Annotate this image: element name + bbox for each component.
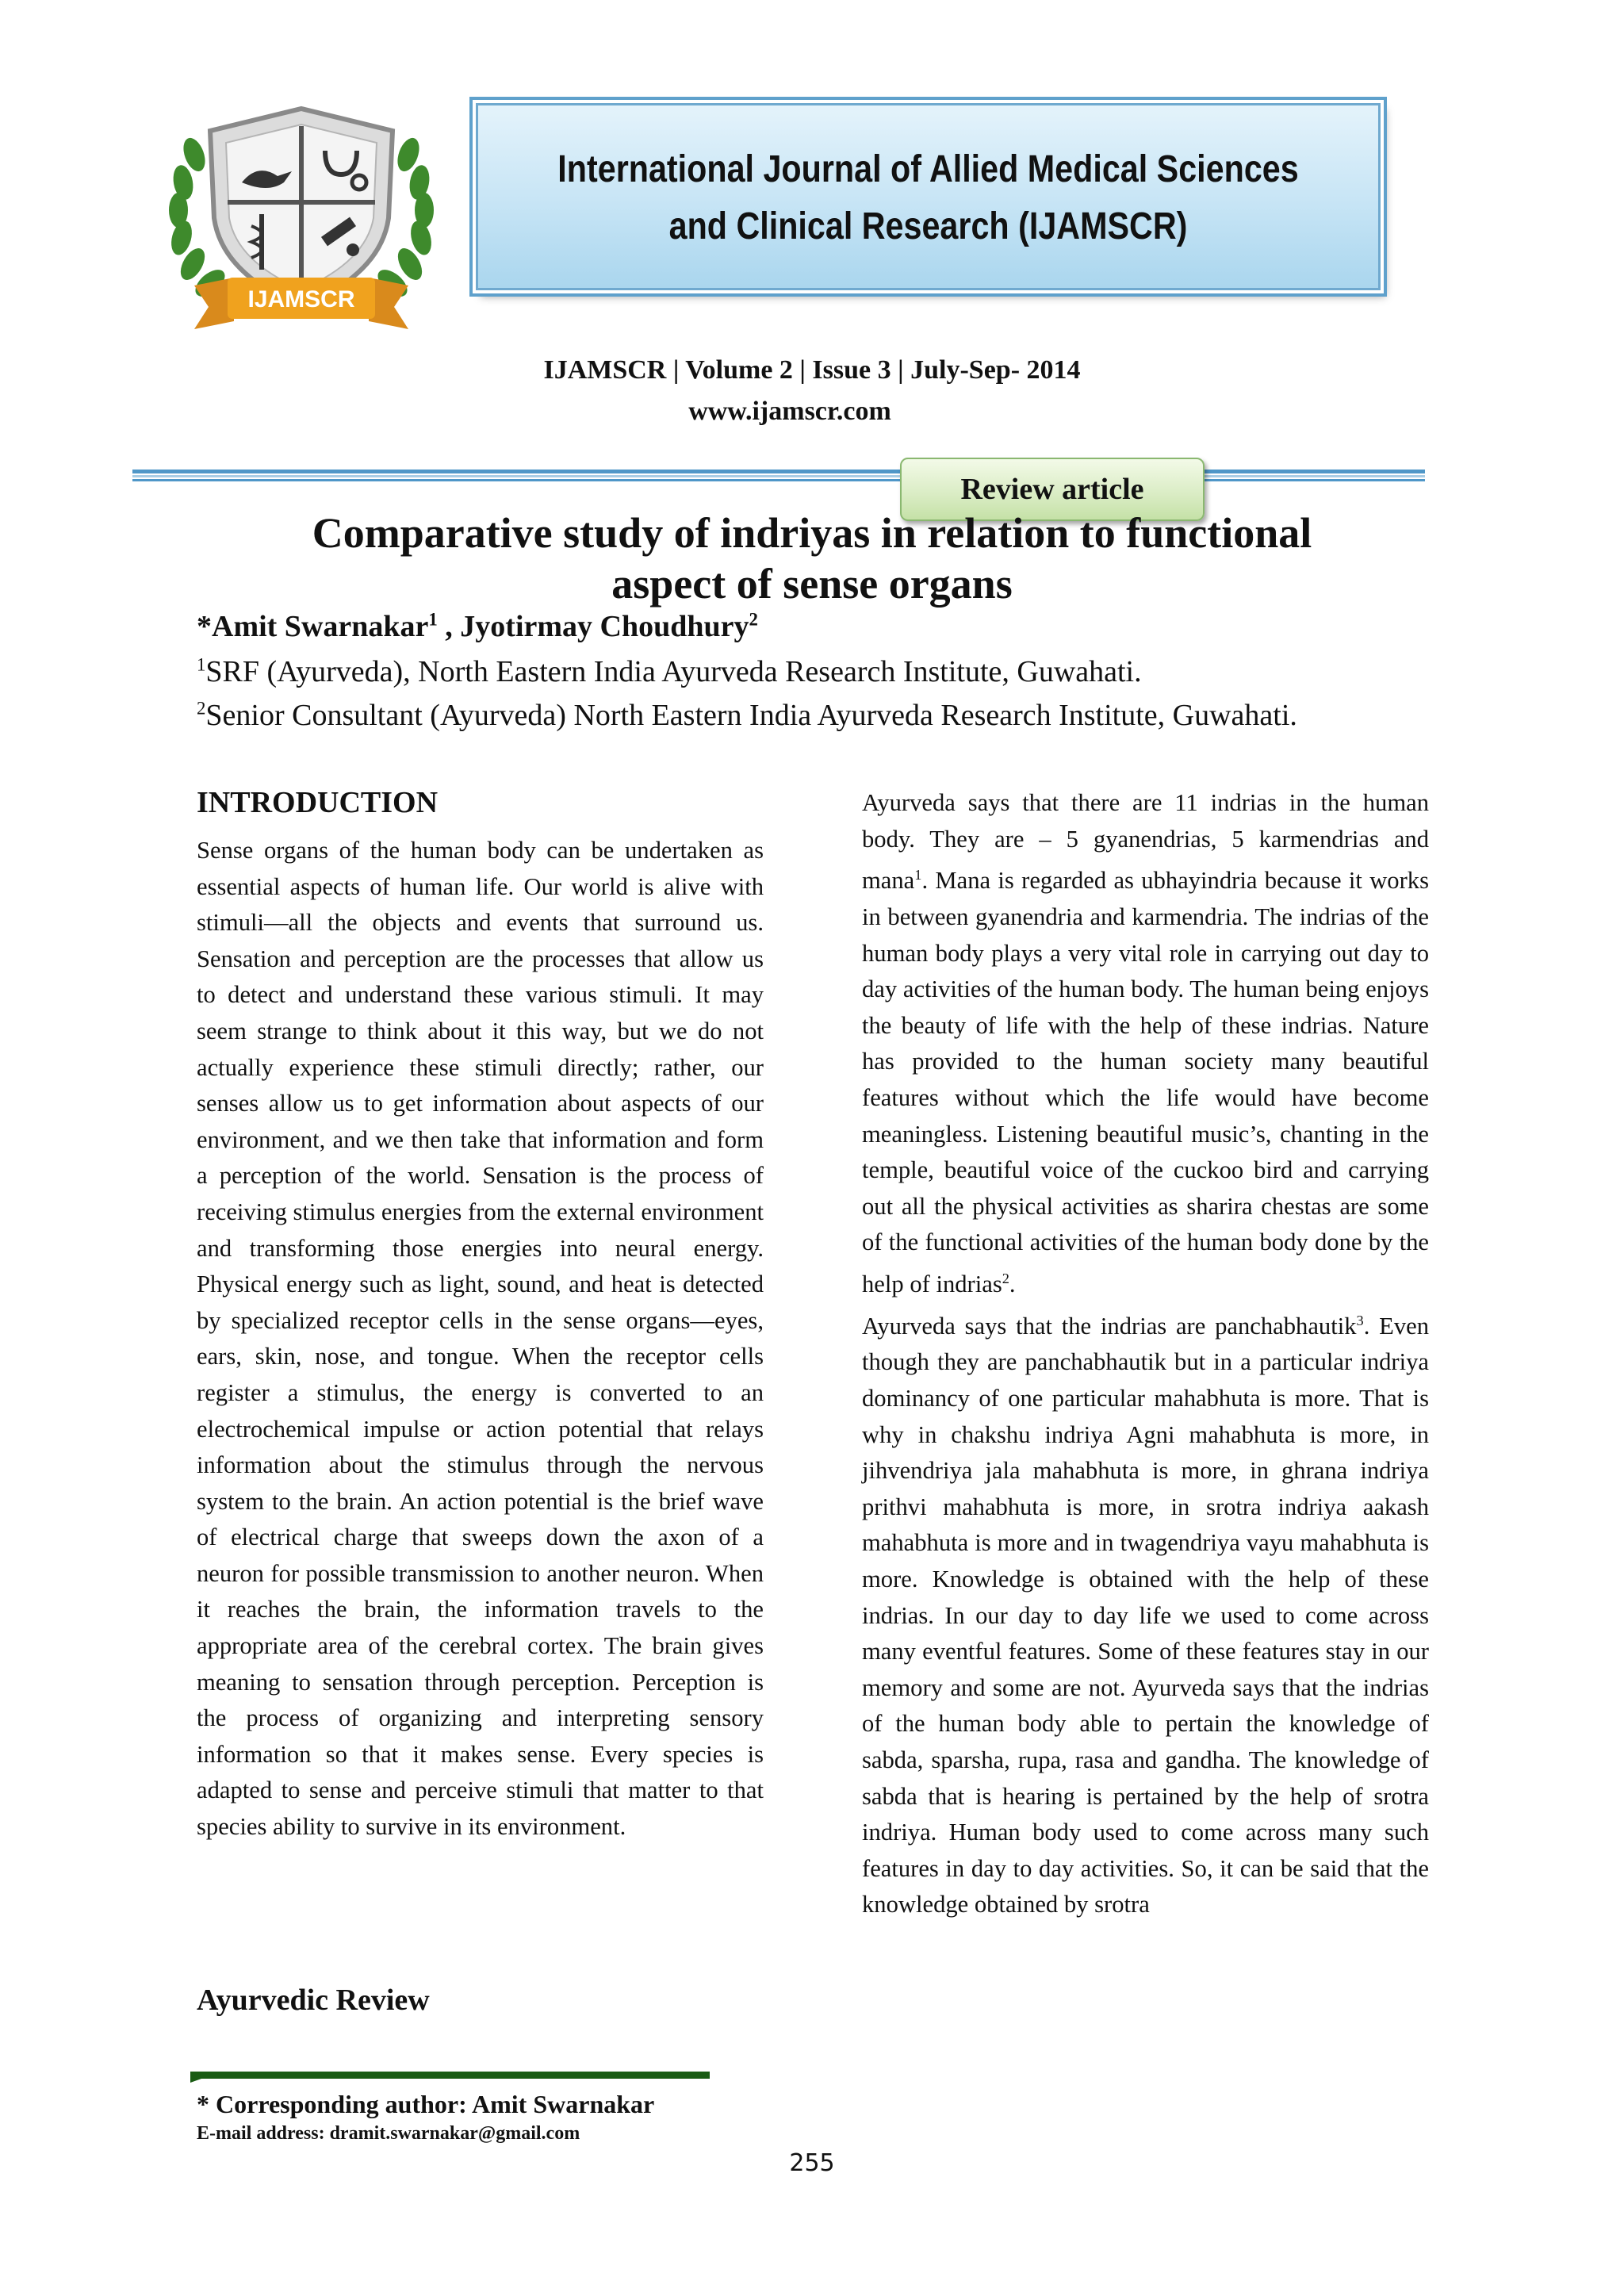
section-heading-introduction: INTRODUCTION bbox=[197, 786, 439, 819]
p2-text-a: Ayurveda says that the indrias are panchabhautik bbox=[862, 1312, 1357, 1340]
title-line1: Comparative study of indriyas in relation to functional bbox=[312, 509, 1312, 557]
section-heading-ayurvedic-review: Ayurvedic Review bbox=[197, 1984, 430, 2017]
p1-text-a: Ayurveda says that there are 11 indrias in the human body. They are – 5 gyanendrias, 5 karmendrias and mana bbox=[862, 789, 1429, 895]
article-type-badge: Review article bbox=[900, 458, 1205, 521]
affiliation-1-marker: 1 bbox=[197, 654, 206, 675]
introduction-paragraph: Sense organs of the human body can be undertaken as essential aspects of human life. Our world is alive with stimuli—all the objects and events that surround us. Sensation and perception are the processes that allow us to detect and understand these various stimuli. It may seem strange to think about it this way, but we do not actually experience these stimuli directly; rather, our senses allow us to get information about aspects of our environment, and we then take that information and form a perception of the world. Sensation is the process of receiving stimulus energies from the external environment and transforming those energies into neural energy. Physical energy such as light, sound, and heat is detected by specialized receptor cells in the sense organs—eyes, ears, skin, nose, and tongue. When the receptor cells register a stimulus, the energy is converted to an electrochemical impulse or action potential that relays information about the stimulus through the nervous system to the brain. An action potential is the brief wave of electrical charge that sweeps down the axon of a neuron for possible transmission to another neuron. When it reaches the brain, the information travels to the appropriate area of the cerebral cortex. The brain gives meaning to sensation through perception. Perception is the process of organizing and interpreting sensory information so that it makes sense. Every species is adapted to sense and perceive stimuli that matter to that species ability to survive in its environment. bbox=[197, 837, 764, 1841]
affiliation-2-marker: 2 bbox=[197, 698, 206, 719]
author-2-affiliation: 2 bbox=[749, 609, 758, 630]
article-title bbox=[0, 508, 1624, 609]
page-number: 255 bbox=[789, 2149, 835, 2177]
affiliation-2 bbox=[197, 698, 1297, 733]
corresponding-author: * Corresponding author: Amit Swarnakar bbox=[197, 2090, 655, 2118]
introduction-body bbox=[197, 833, 764, 1846]
header-divider bbox=[132, 470, 1425, 482]
journal-name-line1: International Journal of Allied Medical Sciences bbox=[557, 148, 1299, 190]
affiliation-1 bbox=[197, 654, 1142, 689]
logo-text: IJAMSCR bbox=[247, 286, 355, 312]
issue-line: IJAMSCR | Volume 2 | Issue 3 | July-Sep- 2014 bbox=[543, 355, 1081, 385]
affiliation-2-text: Senior Consultant (Ayurveda) North Eastern India Ayurveda Research Institute, Guwahati. bbox=[205, 699, 1297, 732]
email-label: E-mail address bbox=[197, 2123, 319, 2144]
website-link[interactable]: www.ijamscr.com bbox=[688, 397, 891, 426]
title-line2: aspect of sense organs bbox=[611, 560, 1013, 608]
affiliation-1-text: SRF (Ayurveda), North Eastern India Ayurveda Research Institute, Guwahati. bbox=[205, 655, 1142, 688]
journal-name-line2: and Clinical Research (IJAMSCR) bbox=[668, 205, 1188, 247]
author-email bbox=[197, 2123, 580, 2145]
right-paragraph-1 bbox=[862, 785, 1429, 1303]
right-column-body bbox=[862, 785, 1429, 1923]
author-2: Jyotirmay Choudhury bbox=[460, 610, 749, 643]
p1-text-b: . Mana is regarded as ubhayindria because it works in between gyanendria and karmendria. The indrias of the human body plays a very vital role in carrying out day to day activities of the human body. The human being enjoys the beauty of life with the help of these indrias. Nature has provided to the human society many beautiful features without which the life would have become meaningless. Listening beautiful music’s, chanting in the temple, beautiful voice of the cuckoo bird and carrying out all the physical activities as sharira chestas are some of the functional activities of the human body done by the help of indrias bbox=[862, 867, 1429, 1298]
author-1-affiliation: 1 bbox=[428, 609, 438, 630]
footnote-rule bbox=[190, 2072, 710, 2083]
citation-1: 1 bbox=[914, 867, 922, 884]
journal-logo bbox=[163, 99, 440, 337]
email-separator: : bbox=[318, 2123, 330, 2144]
author-list bbox=[197, 609, 758, 644]
author-1: *Amit Swarnakar bbox=[197, 610, 429, 643]
email-link[interactable]: dramit.swarnakar@gmail.com bbox=[329, 2123, 580, 2144]
journal-banner bbox=[476, 103, 1381, 290]
p2-text-b: . Even though they are panchabhautik but in a particular indriya dominancy of one particular mahabhuta is more. That is why in chakshu indriya Agni mahabhuta is more, in jihvendriya jala mahabhuta is more, in ghrana indriya prithvi mahabhuta is more, in srotra indriya aakash mahabhuta is more and in twagendriya vayu mahabhuta is more. Knowledge is obtained with the help of these indrias. In our day to day life we used to come across many eventful features. Some of these features stay in our memory and some are not. Ayurveda says that the indrias of the human body able to pertain the knowledge of sabda, sparsha, rupa, rasa and gandha. The knowledge of sabda that is hearing is pertained by the help of srotra indriya. Human body used to come across many such features in day to day activities. So, it can be said that the knowledge obtained by srotra bbox=[862, 1312, 1429, 1918]
author-separator: , bbox=[437, 610, 461, 643]
citation-2: 2 bbox=[1002, 1270, 1009, 1286]
journal-website bbox=[0, 397, 1624, 427]
right-paragraph-2 bbox=[862, 1303, 1429, 1923]
citation-3: 3 bbox=[1356, 1312, 1364, 1328]
p1-text-c: . bbox=[1009, 1271, 1016, 1298]
